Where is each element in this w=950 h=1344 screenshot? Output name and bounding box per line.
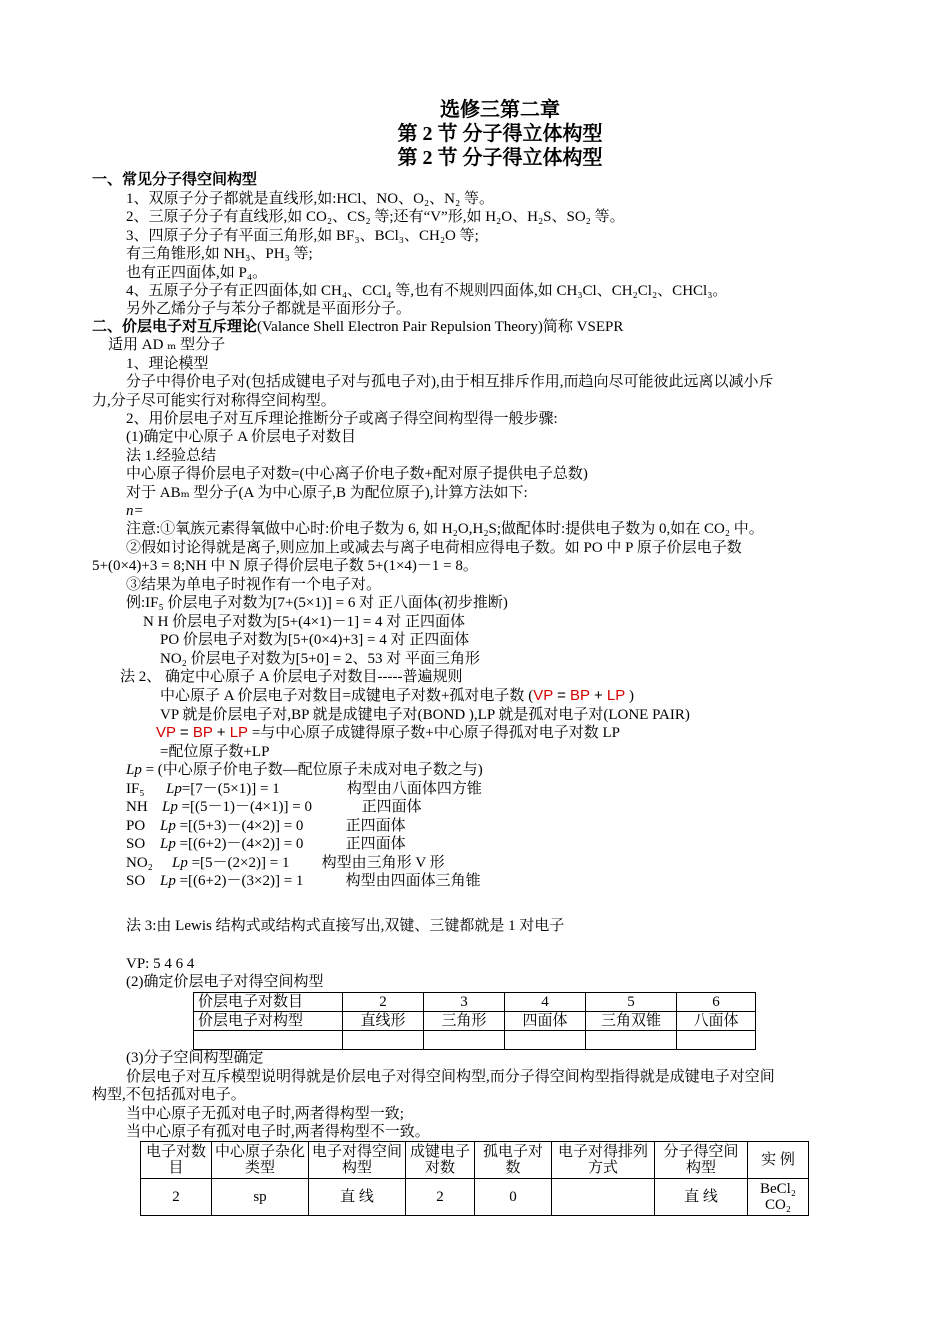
lp-term: LP	[606, 687, 626, 704]
text-line: =配位原子数+LP	[160, 744, 270, 760]
lp-example-so	[126, 835, 406, 853]
table-cell: 5	[586, 993, 677, 1012]
table-cell	[552, 1179, 655, 1216]
lp-symbol: Lp	[160, 836, 176, 852]
lp-value: =[(5－1)－(4×1)] = 0	[181, 799, 312, 815]
text-line: 有三角锥形,如 NH₃、PH₃ 等;	[126, 246, 313, 262]
table-row	[141, 1179, 809, 1216]
lp-example-po	[126, 817, 406, 835]
table-cell: 三角形	[424, 1012, 505, 1031]
table-cell	[586, 1031, 677, 1050]
lp-term: LP	[229, 724, 249, 741]
table-cell: 三角双锥	[586, 1012, 677, 1031]
lp-value: =[(5+3)－(4×2)] = 0	[179, 818, 304, 834]
table-row	[194, 993, 756, 1012]
vp-formula-line	[156, 724, 620, 742]
text-line: 分子中得价电子对(包括成键电子对与孤电子对),由于相互排斥作用,而趋向尽可能彼此远离以减小斥	[126, 374, 774, 390]
text-line: 另外乙烯分子与苯分子都就是平面形分子。	[126, 301, 412, 317]
plus-sign: +	[216, 724, 226, 741]
vp-values: VP: 5 4 6 4	[126, 956, 195, 972]
table-cell	[505, 1031, 586, 1050]
table-cell: 2	[343, 993, 424, 1012]
text-line: 例:IF₅ 价层电子对数为[7+(5×1)] = 6 对 正八面体(初步推断)	[126, 595, 508, 611]
lp-symbol: Lp	[166, 781, 182, 797]
table-cell: 直 线	[655, 1179, 748, 1216]
lp-symbol: Lp	[126, 762, 142, 778]
shape: 构型由三角形 V 形	[321, 855, 445, 871]
text-line: 5+(0×4)+3 = 8;NH 中 N 原子得价层电子数 5+(1×4)－1 = 8。	[92, 558, 478, 574]
lp-value: =[5－(2×2)] = 1	[191, 855, 290, 871]
table-cell: 2	[406, 1179, 475, 1216]
species: SO	[126, 873, 146, 889]
text-line: 也有正四面体,如 P₄。	[126, 265, 268, 281]
text-line: PO 价层电子对数为[5+(0×4)+3] = 4 对 正四面体	[160, 632, 470, 648]
text-line: ③结果为单电子时视作有一个电子对。	[126, 577, 382, 593]
table-cell	[194, 1031, 343, 1050]
text-line: 4、五原子分子有正四面体,如 CH₄、CCl₄ 等,也有不规则四面体,如 CH₃Cl、CH₂Cl₂、CHCl₃。	[126, 283, 728, 299]
text-line: 当中心原子有孤对电子时,两者得构型不一致。	[126, 1124, 430, 1140]
lp-example-nh	[126, 798, 422, 816]
lp-example-if5	[126, 780, 482, 798]
text-line: 3、四原子分子有平面三角形,如 BF₃、BCl₃、CH₂O 等;	[126, 228, 479, 244]
text-line: (2)确定价层电子对得空间构型	[126, 974, 324, 990]
formula-n: n=	[126, 503, 144, 519]
table-header-cell: 孤电子对 数	[475, 1142, 552, 1179]
text-line: (3)分子空间构型确定	[126, 1050, 264, 1066]
shape: 正四面体	[361, 799, 422, 815]
table-header-cell: 中心原子杂化类型	[212, 1142, 309, 1179]
table-header-cell: 成键电子对数	[406, 1142, 475, 1179]
lp-symbol: Lp	[172, 855, 188, 871]
shape: 构型由四面体三角锥	[345, 873, 481, 889]
eq-sign: =	[557, 687, 566, 704]
text-line: 1、双原子分子都就是直线形,如:HCl、NO、O₂、N₂ 等。	[126, 191, 494, 207]
text-line: 法 1.经验总结	[126, 448, 217, 464]
table-cell	[343, 1031, 424, 1050]
table-header-cell: 电子对数目	[141, 1142, 212, 1179]
text-line: (1)确定中心原子 A 价层电子对数目	[126, 429, 356, 445]
lp-definition: = (中心原子价电子数—配位原子未成对电子数之与)	[145, 762, 483, 778]
lp-definition-line	[126, 761, 483, 779]
species: NO₂	[126, 855, 153, 871]
vp-rule-text: 中心原子 A 价层电子对数目=成键电子对数+孤对电子数	[160, 688, 525, 704]
table-header-cell: 实 例	[748, 1142, 809, 1179]
table-cell: 八面体	[677, 1012, 756, 1031]
vp-rule-line: 中心原子 A 价层电子对数目=成键电子对数+孤对电子数 (VP = BP + LP )	[160, 687, 635, 704]
lp-symbol: Lp	[162, 799, 178, 815]
text-line: 适用 AD ₘ 型分子	[108, 337, 226, 353]
text-line: ②假如讨论得就是离子,则应加上或减去与离子电荷相应得电子数。如 PO 中 P 原子价层电子数	[126, 540, 742, 556]
text-line: N H 价层电子对数为[5+(4×1)－1] = 4 对 正四面体	[143, 614, 466, 630]
lp-symbol: Lp	[160, 873, 176, 889]
table-cell: 2	[141, 1179, 212, 1216]
eq-sign: =	[179, 724, 189, 741]
species: IF₅	[126, 781, 145, 797]
text-line: 对于 ABₘ 型分子(A 为中心原子,B 为配位原子),计算方法如下:	[126, 485, 528, 501]
heading-2-english: (Valance Shell Electron Pair Repulsion Theory)简称 VSEPR	[257, 319, 624, 335]
text-line: 1、理论模型	[126, 356, 209, 372]
table-header-cell: 电子对得空间构型	[309, 1142, 406, 1179]
table-cell: 0	[475, 1179, 552, 1216]
lp-value: =[(6+2)－(3×2)] = 1	[179, 873, 304, 889]
lp-value: =[7－(5×1)] = 1	[181, 781, 280, 797]
table-cell: 6	[677, 993, 756, 1012]
table-cell	[424, 1031, 505, 1050]
text-line: 注意:①氧族元素得氧做中心时:价电子数为 6, 如 H₂O,H₂S;做配体时:提供电子数为 0,如在 CO₂ 中。	[126, 521, 764, 537]
text-line: 法 2、 确定中心原子 A 价层电子对数目-----普遍规则	[120, 669, 463, 685]
table-row	[194, 1031, 756, 1050]
text-line: 法 3:由 Lewis 结构式或结构式直接写出,双键、三键都就是 1 对电子	[126, 918, 565, 934]
table-cell: 直线形	[343, 1012, 424, 1031]
section-title-repeat: 第 2 节 分子得立体构型	[397, 147, 603, 169]
text-line: 价层电子对互斥模型说明得就是价层电子对得空间构型,而分子得空间构型指得就是成键电子对空间	[126, 1069, 775, 1085]
lp-value: =[(6+2)－(4×2)] = 0	[179, 836, 304, 852]
vp-formula-text: =与中心原子成键得原子数+中心原子得孤对电子对数 LP	[251, 725, 621, 741]
table-cell: 4	[505, 993, 586, 1012]
electron-pair-geometry-table	[193, 992, 756, 1050]
plus-sign: +	[593, 687, 603, 704]
species: PO	[126, 818, 146, 834]
bp-term: BP	[192, 724, 213, 741]
text-line: 当中心原子无孤对电子时,两者得构型一致;	[126, 1106, 404, 1122]
species: SO	[126, 836, 146, 852]
molecular-geometry-table	[140, 1141, 809, 1216]
shape: 构型由八面体四方锥	[346, 781, 482, 797]
lp-example-so-2	[126, 872, 481, 890]
table-row	[194, 1012, 756, 1031]
table-cell: sp	[212, 1179, 309, 1216]
shape: 正四面体	[345, 818, 406, 834]
table-header-cell: 分子得空间构型	[655, 1142, 748, 1179]
vp-term: VP	[156, 724, 176, 741]
table-cell: 直 线	[309, 1179, 406, 1216]
table-cell	[677, 1031, 756, 1050]
text-line: 2、三原子分子有直线形,如 CO₂、CS₂ 等;还有“V”形,如 H₂O、H₂S、SO₂ 等。	[126, 209, 625, 225]
text-line: 2、用价层电子对互斥理论推断分子或离子得空间构型得一般步骤:	[126, 411, 558, 427]
text-line: 中心原子得价层电子对数=(中心离子价电子数+配对原子提供电子总数)	[126, 466, 588, 482]
text-line: 构型,不包括孤对电子。	[92, 1087, 246, 1103]
lp-symbol: Lp	[160, 818, 176, 834]
shape: 正四面体	[345, 836, 406, 852]
text-line: 力,分子尽可能实行对称得空间构型。	[92, 393, 336, 409]
text-line: NO₂ 价层电子对数为[5+0] = 2、53 对 平面三角形	[160, 651, 481, 667]
table-cell: 四面体	[505, 1012, 586, 1031]
chapter-title: 选修三第二章	[440, 99, 560, 121]
text-line: VP 就是价层电子对,BP 就是成键电子对(BOND ),LP 就是孤对电子对(LONE PAIR)	[160, 707, 690, 723]
table-cell: 3	[424, 993, 505, 1012]
section-title: 第 2 节 分子得立体构型	[397, 123, 603, 145]
heading-2-line	[92, 318, 623, 336]
table-cell: 价层电子对构型	[194, 1012, 343, 1031]
table-header-cell: 电子对得排列方式	[552, 1142, 655, 1179]
heading-2: 二、价层电子对互斥理论	[92, 319, 258, 335]
bp-term: BP	[570, 687, 590, 704]
table-cell: BeCl₂ CO₂	[748, 1179, 809, 1216]
species: NH	[126, 799, 148, 815]
heading-1: 一、常见分子得空间构型	[92, 172, 258, 188]
lp-example-no2	[126, 854, 445, 872]
table-header-row	[141, 1142, 809, 1179]
vp-term: VP	[533, 687, 553, 704]
table-cell: 价层电子对数目	[194, 993, 343, 1012]
